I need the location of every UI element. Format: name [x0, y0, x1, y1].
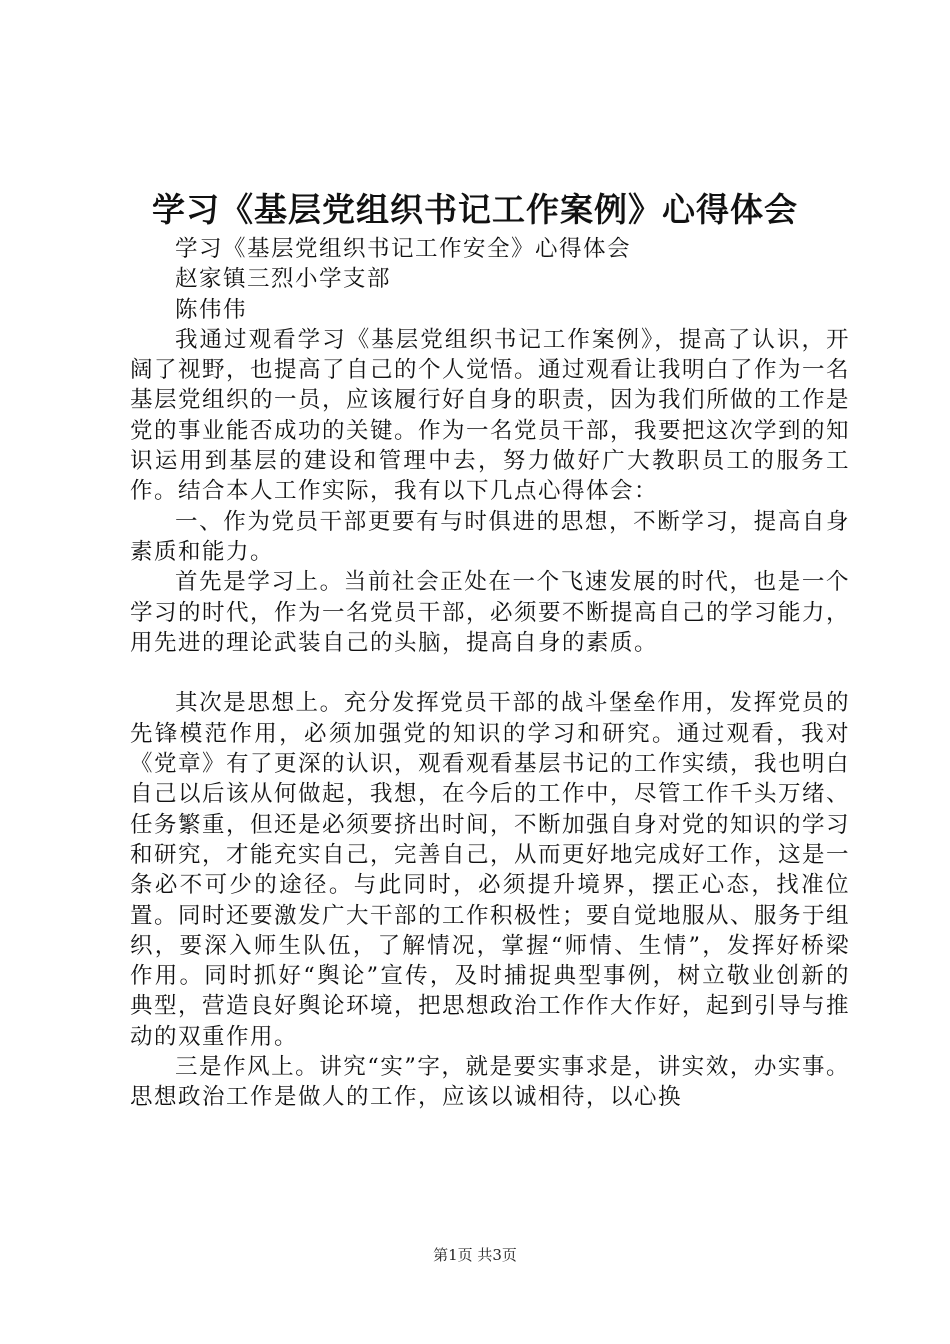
paragraph-study: 首先是学习上。当前社会正处在一个飞速发展的时代，也是一个学习的时代，作为一名党员干部，必须要不断提高自己的学习能力，用先进的理论武装自己的头脑，提高自身的素质。	[130, 569, 851, 656]
document-body	[130, 234, 850, 1113]
paragraph-thought: 其次是思想上。充分发挥党员干部的战斗堡垒作用，发挥党员的先锋模范作用，必须加强党的知识的学习和研究。通过观看，我对《党章》有了更深的认识，观看观看基层书记的工作实绩，我也明白自己以后该从何做起，我想，在今后的工作中，尽管工作千头万绪、任务繁重，但还是必须要挤出时间，不断加强自身对党的知识的学习和研究，才能充实自己，完善自己，从而更好地完成好工作，这是一条必不可少的途径。与此同时，必须提升境界，摆正心态，找准位置。同时还要激发广大干部的工作积极性；要自觉地服从、服务于组织，要深入师生队伍，了解情况，掌握“师情、生情”，发挥好桥梁作用。同时抓好“舆论”宣传，及时捕捉典型事例，树立敬业创新的典型，营造良好舆论环境，把思想政治工作作大作好，起到引导与推动的双重作用。	[130, 690, 851, 1050]
author-line: 陈伟伟	[175, 296, 248, 323]
document-title: 学习《基层党组织书记工作案例》心得体会	[152, 190, 798, 229]
paragraph-point-one: 一、作为党员干部更要有与时俱进的思想，不断学习，提高自身素质和能力。	[130, 508, 850, 565]
paragraph-spacer	[130, 658, 850, 688]
page-footer: 第1页 共3页	[433, 1246, 517, 1264]
paragraph-style: 三是作风上。讲究“实”字，就是要实事求是，讲实效，办实事。思想政治工作是做人的工作，应该以诚相待，以心换	[130, 1054, 850, 1111]
paragraph-intro: 我通过观看学习《基层党组织书记工作案例》，提高了认识，开阔了视野，也提高了自己的个人觉悟。通过观看让我明白了作为一名基层党组织的一员，应该履行好自身的职责，因为我们所做的工作是党的事业能否成功的关键。作为一名党员干部，我要把这次学到的知识运用到基层的建设和管理中去，努力做好广大教职员工的服务工作。结合本人工作实际，我有以下几点心得体会：	[130, 326, 851, 505]
subtitle-line: 学习《基层党组织书记工作安全》心得体会	[175, 236, 632, 262]
organization-line: 赵家镇三烈小学支部	[175, 266, 392, 293]
